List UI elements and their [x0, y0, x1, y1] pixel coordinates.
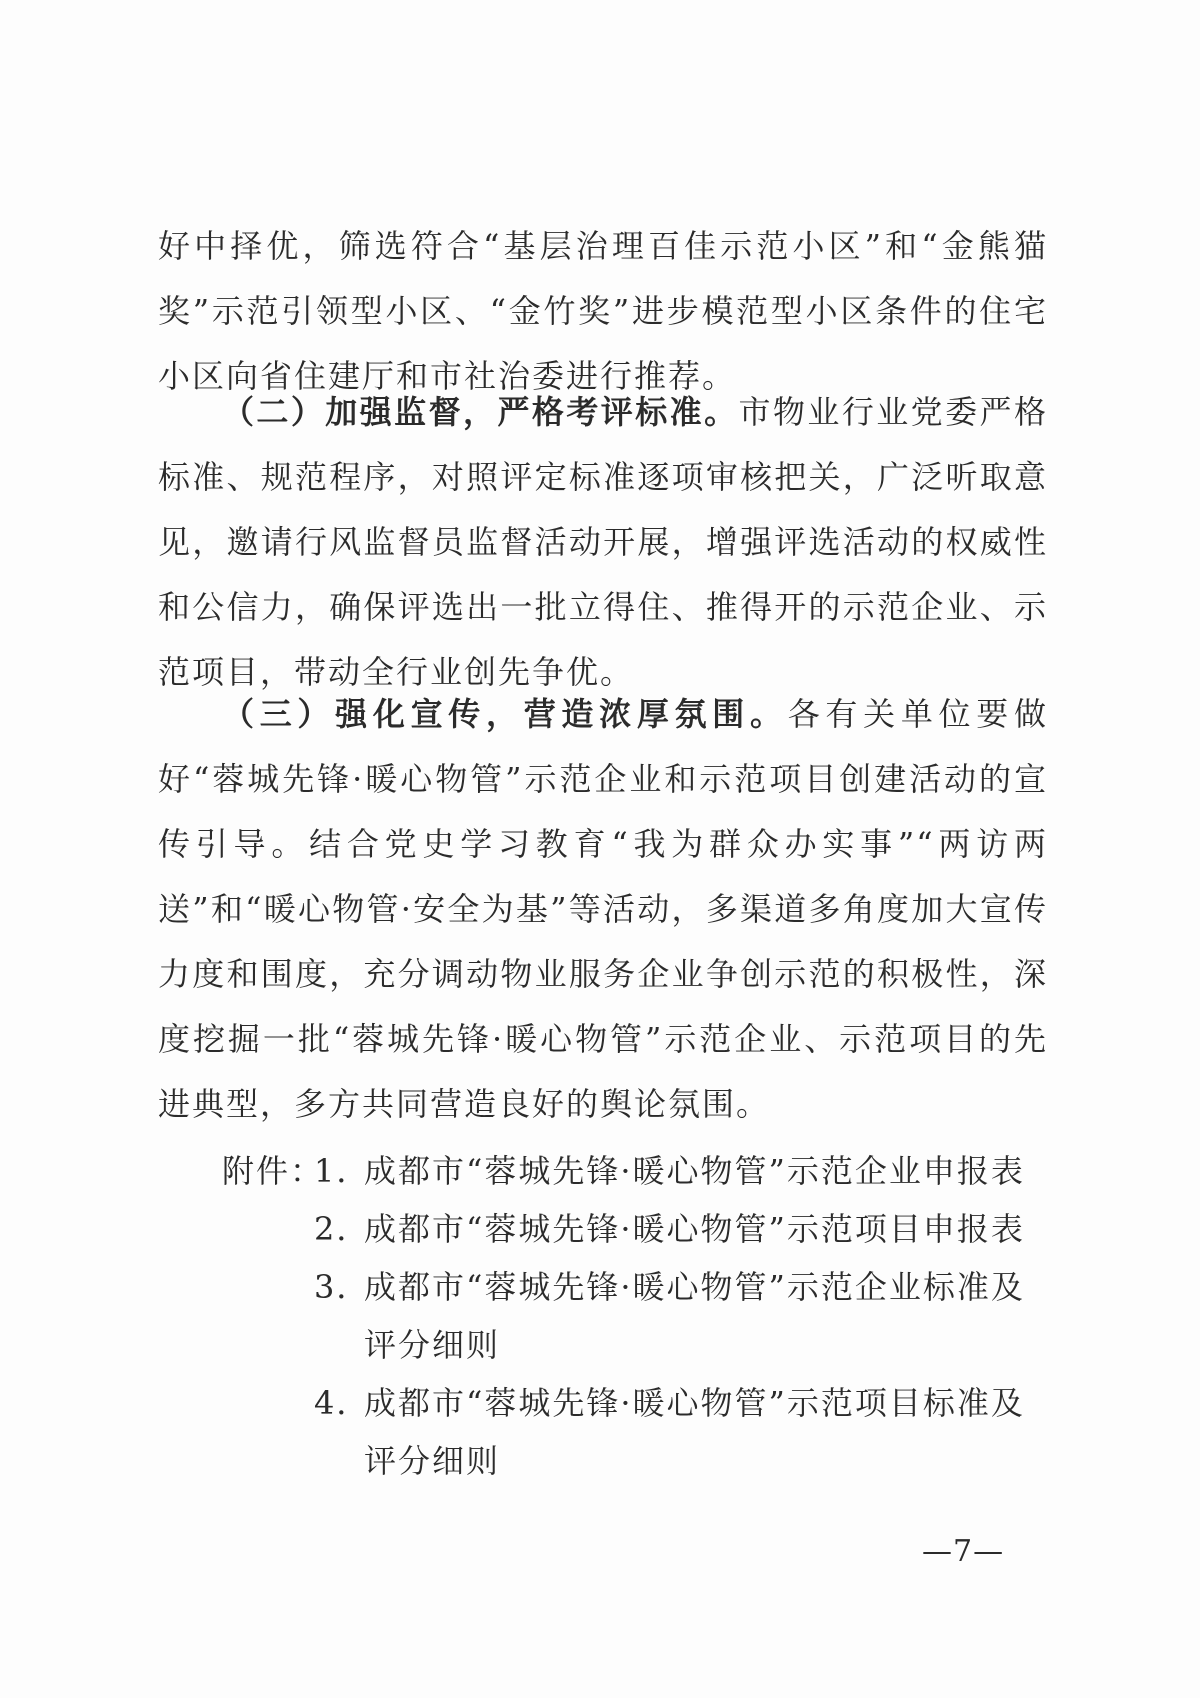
attachment-title: 成都市“蓉城先锋·暖心物管”示范企业标准及评分细则	[364, 1268, 1025, 1364]
section-heading-2: （二）加强监督，严格考评标准。	[222, 393, 739, 431]
attachment-title: 成都市“蓉城先锋·暖心物管”示范项目申报表	[364, 1210, 1025, 1248]
paragraph-2-text: 市物业行业党委严格标准、规范程序，对照评定标准逐项审核把关，广泛听取意见，邀请行风监督员监督活动开展，增强评选活动的权威性和公信力，确保评选出一批立得住、推得开的示范企业、示范项目，带动全行业创先争优。	[158, 393, 1048, 691]
attachment-number: 1．	[314, 1152, 371, 1190]
attachment-item-3	[314, 1258, 1054, 1374]
paragraph-supervision	[158, 380, 1048, 705]
attachment-item-2	[314, 1200, 1054, 1258]
page-number: —7—	[922, 1534, 1005, 1569]
paragraph-3-text: 各有关单位要做好“蓉城先锋·暖心物管”示范企业和示范项目创建活动的宣传引导。结合党史学习教育“我为群众办实事”“两访两送”和“暖心物管·安全为基”等活动，多渠道多角度加大宣传力度和围度，充分调动物业服务企业争创示范的积极性，深度挖掘一批“蓉城先锋·暖心物管”示范企业、示范项目的先进典型，多方共同营造良好的舆论氛围。	[158, 695, 1048, 1123]
section-heading-3: （三）强化宣传，营造浓厚氛围。	[222, 695, 788, 733]
attachment-title: 成都市“蓉城先锋·暖心物管”示范企业申报表	[364, 1152, 1025, 1190]
attachments-label: 附件：	[222, 1152, 325, 1190]
attachment-number: 4．	[314, 1384, 371, 1422]
attachment-number: 2．	[314, 1210, 371, 1248]
paragraph-publicity	[158, 682, 1048, 1137]
attachment-item-4	[314, 1374, 1054, 1490]
paragraph-1-text: 好中择优，筛选符合“基层治理百佳示范小区”和“金熊猫奖”示范引领型小区、“金竹奖”进步模范型小区条件的住宅小区向省住建厅和市社治委进行推荐。	[158, 227, 1048, 395]
attachment-number: 3．	[314, 1268, 371, 1306]
attachment-title: 成都市“蓉城先锋·暖心物管”示范项目标准及评分细则	[364, 1384, 1025, 1480]
attachment-item-1	[314, 1142, 1054, 1200]
